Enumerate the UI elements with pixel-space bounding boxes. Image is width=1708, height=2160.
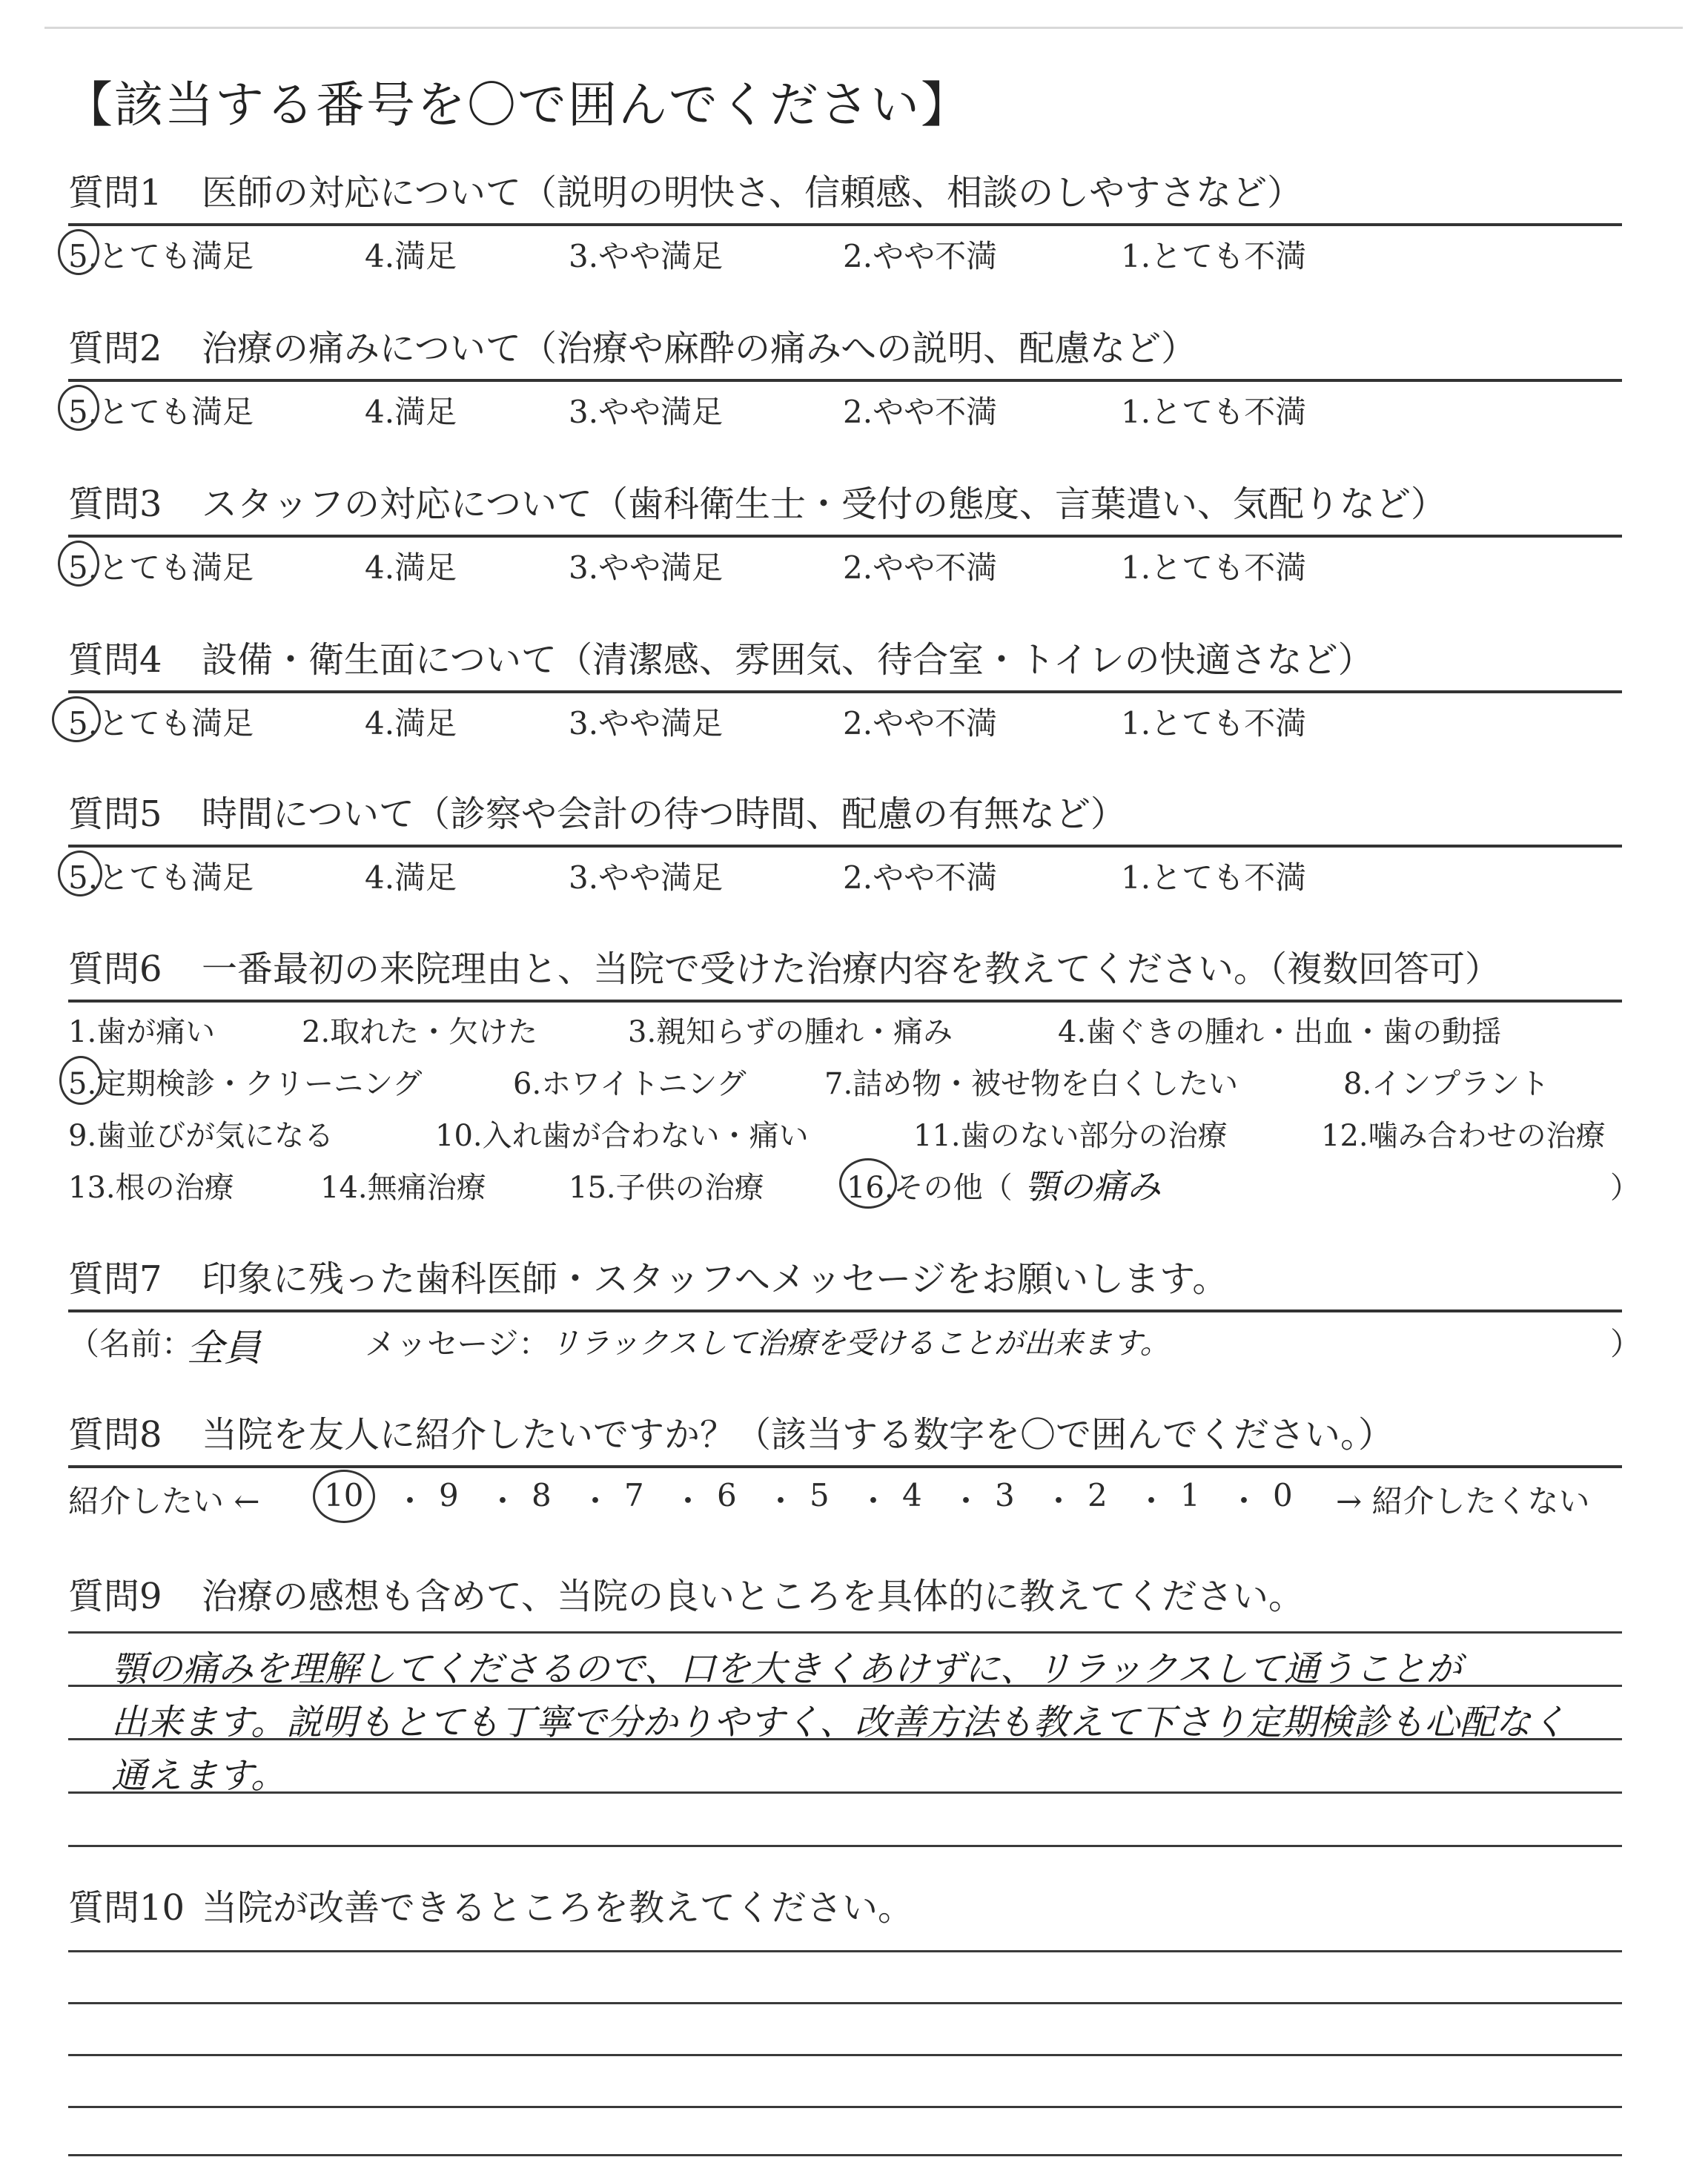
question-number: 質問10: [68, 1887, 185, 1929]
treatment-option[interactable]: 14.無痛治療: [320, 1171, 486, 1205]
option-4[interactable]: 4.満足: [365, 238, 457, 274]
answer-line: [68, 2106, 1622, 2108]
selection-circle: [58, 541, 99, 587]
scale-10[interactable]: 10: [324, 1477, 364, 1513]
answer-handwritten-line-3: 通えます。: [111, 1755, 287, 1797]
answer-line: [68, 2054, 1622, 2056]
treatment-option[interactable]: 7.詰め物・被せ物を白くしたい: [824, 1067, 1239, 1101]
treatment-option[interactable]: 13.根の治療: [68, 1171, 234, 1205]
name-value-handwritten: 全員: [187, 1327, 261, 1370]
option-4[interactable]: 4.満足: [365, 394, 457, 430]
selection-circle: [58, 385, 99, 431]
question-2: [68, 323, 1622, 434]
question-text: 一番最初の来院理由と、当院で受けた治療内容を教えてください。（複数回答可）: [202, 948, 1501, 990]
question-text: 医師の対応について（説明の明快さ、信頼感、相談のしやすさなど）: [202, 172, 1303, 214]
option-1[interactable]: 1.とても不満: [1121, 859, 1307, 896]
question-6: [68, 943, 1640, 1218]
answer-line: [68, 1950, 1622, 1952]
question-number: 質問4: [68, 639, 162, 681]
treatment-option-other[interactable]: 16.その他（: [847, 1171, 1013, 1205]
treatment-option[interactable]: 4.歯ぐきの腫れ・出血・歯の動揺: [1058, 1015, 1502, 1049]
scale-dot: ・: [765, 1483, 797, 1519]
treatment-option[interactable]: 10.入れ歯が合わない・痛い: [435, 1119, 809, 1153]
question-4: [68, 634, 1622, 745]
scale-dot: ・: [1228, 1483, 1260, 1519]
treatment-option[interactable]: 8.インプラント: [1343, 1067, 1550, 1101]
scale-left-label: 紹介したい ←: [68, 1483, 260, 1519]
treatment-option[interactable]: 1.歯が痛い: [68, 1015, 216, 1049]
option-5[interactable]: 5.とても満足: [68, 549, 254, 586]
scale-dot: ・: [1136, 1483, 1168, 1519]
question-text: 当院が改善できるところを教えてください。: [202, 1887, 914, 1929]
message-value-handwritten: リラックスして治療を受けることが出来ます。: [550, 1327, 1170, 1361]
option-3[interactable]: 3.やや満足: [569, 394, 724, 430]
question-1: [68, 167, 1622, 278]
scale-dot: ・: [394, 1483, 426, 1519]
option-2[interactable]: 2.やや不満: [843, 705, 998, 742]
scale-dot: ・: [1043, 1483, 1075, 1519]
scale-dot: ・: [672, 1483, 704, 1519]
option-4[interactable]: 4.満足: [365, 549, 457, 586]
rating-options: [68, 382, 1622, 434]
option-5[interactable]: 5.とても満足: [68, 238, 254, 274]
other-answer-handwritten: 顎の痛み: [1025, 1166, 1161, 1206]
top-border: [44, 27, 1683, 29]
question-text: スタッフの対応について（歯科衛生士・受付の態度、言葉遣い、気配りなど）: [202, 483, 1447, 525]
option-5[interactable]: 5.とても満足: [68, 705, 254, 742]
question-7: [68, 1253, 1642, 1370]
question-text: 時間について（診察や会計の待つ時間、配慮の有無など）: [202, 793, 1127, 835]
question-9: [68, 1571, 1622, 1630]
option-4[interactable]: 4.満足: [365, 705, 457, 742]
question-number: 質問8: [68, 1414, 162, 1456]
scale-2[interactable]: 2: [1088, 1477, 1108, 1513]
scale-dot: ・: [950, 1483, 982, 1519]
treatment-option[interactable]: 2.取れた・欠けた: [302, 1015, 538, 1049]
selection-circle: [313, 1470, 375, 1523]
scale-dot: ・: [487, 1483, 519, 1519]
selection-circle: [59, 1056, 102, 1105]
selection-circle: [52, 696, 101, 742]
question-text: 印象に残った歯科医師・スタッフへメッセージをお願いします。: [202, 1258, 1228, 1300]
scale-3[interactable]: 3: [995, 1477, 1015, 1513]
option-1[interactable]: 1.とても不満: [1121, 705, 1307, 742]
scale-9[interactable]: 9: [439, 1477, 459, 1513]
treatment-option[interactable]: 6.ホワイトニング: [513, 1067, 747, 1101]
scale-5[interactable]: 5: [810, 1477, 830, 1513]
close-paren: ）: [1610, 1171, 1640, 1205]
rating-options: [68, 226, 1622, 278]
name-label: （名前：: [68, 1326, 193, 1362]
scale-dot: ・: [580, 1483, 612, 1519]
option-2[interactable]: 2.やや不満: [843, 394, 998, 430]
option-3[interactable]: 3.やや満足: [569, 549, 724, 586]
question-number: 質問9: [68, 1576, 162, 1617]
answer-line: [68, 1791, 1622, 1794]
question-3: [68, 478, 1622, 589]
question-text: 治療の痛みについて（治療や麻酔の痛みへの説明、配慮など）: [202, 328, 1197, 369]
answer-handwritten-line-2: 出来ます。説明もとても丁寧で分かりやすく、改善方法も教えて下さり定期検診も心配なく: [111, 1702, 1567, 1743]
option-2[interactable]: 2.やや不満: [843, 238, 998, 274]
question-number: 質問1: [68, 172, 162, 214]
option-1[interactable]: 1.とても不満: [1121, 238, 1307, 274]
message-label: メッセージ：: [365, 1326, 550, 1362]
page-title: 【該当する番号を〇で囲んでください】: [64, 76, 971, 133]
answer-line: [68, 1631, 1622, 1634]
treatment-option[interactable]: 3.親知らずの腫れ・痛み: [628, 1015, 953, 1049]
question-text: 治療の感想も含めて、当院の良いところを具体的に教えてください。: [202, 1576, 1305, 1617]
answer-line: [68, 2002, 1622, 2004]
treatment-option[interactable]: 12.噛み合わせの治療: [1321, 1119, 1606, 1153]
scale-6[interactable]: 6: [717, 1477, 737, 1513]
question-number: 質問2: [68, 328, 162, 369]
treatment-option[interactable]: 11.歯のない部分の治療: [913, 1119, 1228, 1153]
scale-dot: ・: [858, 1483, 890, 1519]
scale-0[interactable]: 0: [1273, 1477, 1293, 1513]
question-text: 当院を友人に紹介したいですか？（該当する数字を〇で囲んでください。）: [202, 1414, 1394, 1456]
treatment-option[interactable]: 5.定期検診・クリーニング: [68, 1067, 423, 1101]
treatment-option[interactable]: 15.子供の治療: [569, 1171, 764, 1205]
question-8: [68, 1409, 1622, 1520]
option-1[interactable]: 1.とても不満: [1121, 394, 1307, 430]
treatment-options: [68, 1003, 1640, 1218]
treatment-option[interactable]: 9.歯並びが気になる: [68, 1119, 334, 1153]
question-number: 質問5: [68, 793, 162, 835]
option-3[interactable]: 3.やや満足: [569, 705, 724, 742]
option-5[interactable]: 5.とても満足: [68, 394, 254, 430]
question-10: [68, 1882, 1622, 1941]
answer-line: [68, 2154, 1622, 2156]
option-5[interactable]: 5.とても満足: [68, 859, 254, 896]
answer-handwritten-line-1: 顎の痛みを理解してくださるので、口を大きくあけずに、リラックスして通うことが: [111, 1648, 1462, 1690]
option-3[interactable]: 3.やや満足: [569, 859, 724, 896]
scale-8[interactable]: 8: [532, 1477, 552, 1513]
selection-circle: [58, 229, 99, 275]
option-4[interactable]: 4.満足: [365, 859, 457, 896]
scale-7[interactable]: 7: [624, 1477, 644, 1513]
option-2[interactable]: 2.やや不満: [843, 859, 998, 896]
rating-options: [68, 693, 1622, 745]
option-1[interactable]: 1.とても不満: [1121, 549, 1307, 586]
question-text: 設備・衛生面について（清潔感、雰囲気、待合室・トイレの快適さなど）: [202, 639, 1374, 681]
scale-4[interactable]: 4: [902, 1477, 922, 1513]
referral-scale: [68, 1468, 1622, 1520]
scale-1[interactable]: 1: [1180, 1477, 1200, 1513]
question-5: [68, 788, 1622, 899]
question-number: 質問6: [68, 948, 162, 990]
option-2[interactable]: 2.やや不満: [843, 549, 998, 586]
option-3[interactable]: 3.やや満足: [569, 238, 724, 274]
rating-options: [68, 538, 1622, 589]
close-paren: ）: [1610, 1326, 1642, 1362]
answer-line: [68, 1845, 1622, 1847]
message-line: [68, 1312, 1642, 1370]
question-number: 質問7: [68, 1258, 162, 1300]
scale-right-label: → 紹介したくない: [1336, 1483, 1590, 1519]
rating-options: [68, 848, 1622, 899]
selection-circle: [58, 851, 102, 896]
question-number: 質問3: [68, 483, 162, 525]
selection-circle: [839, 1158, 897, 1209]
